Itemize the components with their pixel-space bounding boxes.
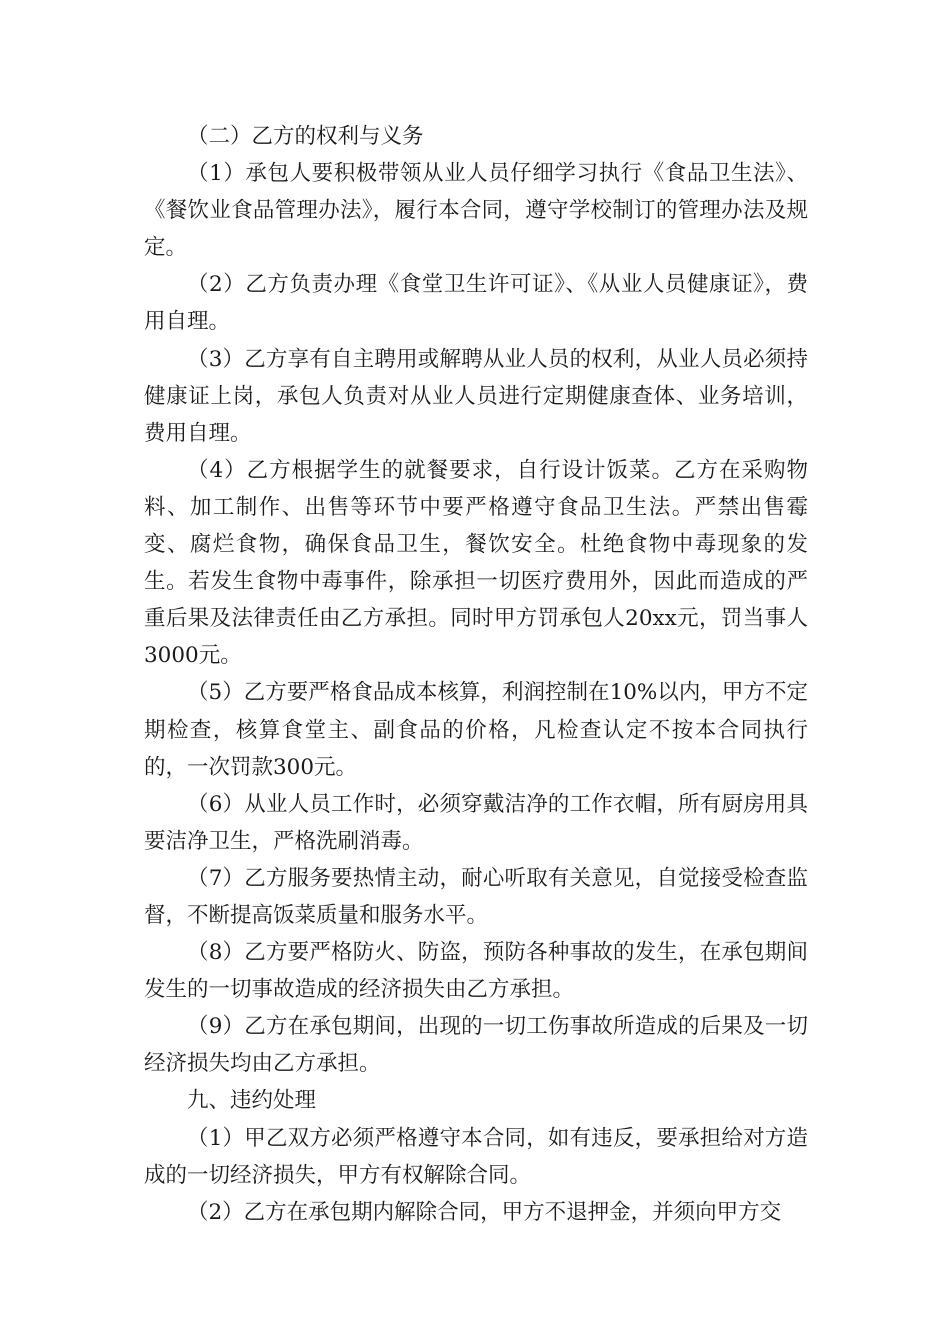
obligation-item-5: （5）乙方要严格食品成本核算，利润控制在10%以内，甲方不定期检查，核算食堂主、副食品的价格，凡检查认定不按本合同执行的，一次罚款300元。 (144, 680, 808, 780)
obligation-item-2: （2）乙方负责办理《食堂卫生许可证》、《从业人员健康证》，费用自理。 (144, 272, 808, 335)
section-heading-breach: 九、违约处理 (187, 1088, 317, 1114)
obligation-item-9: （9）乙方在承包期间，出现的一切工伤事故所造成的后果及一切经济损失均由乙方承担。 (144, 1014, 808, 1077)
document-body (144, 118, 808, 1231)
obligation-item-6: （6）从业人员工作时，必须穿戴洁净的工作衣帽，所有厨房用具要洁净卫生，严格洗刷消毒。 (144, 791, 808, 854)
obligation-item-3: （3）乙方享有自主聘用或解聘从业人员的权利，从业人员必须持健康证上岗，承包人负责对从业人员进行定期健康查体、业务培训，费用自理。 (144, 346, 808, 446)
obligation-item-8: （8）乙方要严格防火、防盗，预防各种事故的发生，在承包期间发生的一切事故造成的经济损失由乙方承担。 (144, 940, 808, 1003)
obligation-item-4: （4）乙方根据学生的就餐要求，自行设计饭菜。乙方在采购物料、加工制作、出售等环节中要严格遵守食品卫生法。严禁出售霉变、腐烂食物，确保食品卫生，餐饮安全。杜绝食物中毒现象的发生。若发生食物中毒事件，除承担一切医疗费用外，因此而造成的严重后果及法律责任由乙方承担。同时甲方罚承包人20xx元，罚当事人3000元。 (144, 457, 808, 669)
breach-item-2: （2）乙方在承包期内解除合同，甲方不退押金，并须向甲方交 (187, 1199, 782, 1225)
obligation-item-7: （7）乙方服务要热情主动，耐心听取有关意见，自觉接受检查监督，不断提高饭菜质量和服务水平。 (144, 865, 808, 928)
breach-item-1: （1）甲乙双方必须严格遵守本合同，如有违反，要承担给对方造成的一切经济损失，甲方有权解除合同。 (144, 1125, 808, 1188)
section-heading-party-b-rights: （二）乙方的权利与义务 (187, 124, 424, 149)
obligation-item-1: （1）承包人要积极带领从业人员仔细学习执行《食品卫生法》、《餐饮业食品管理办法》，履行本合同，遵守学校制订的管理办法及规定。 (144, 161, 808, 261)
